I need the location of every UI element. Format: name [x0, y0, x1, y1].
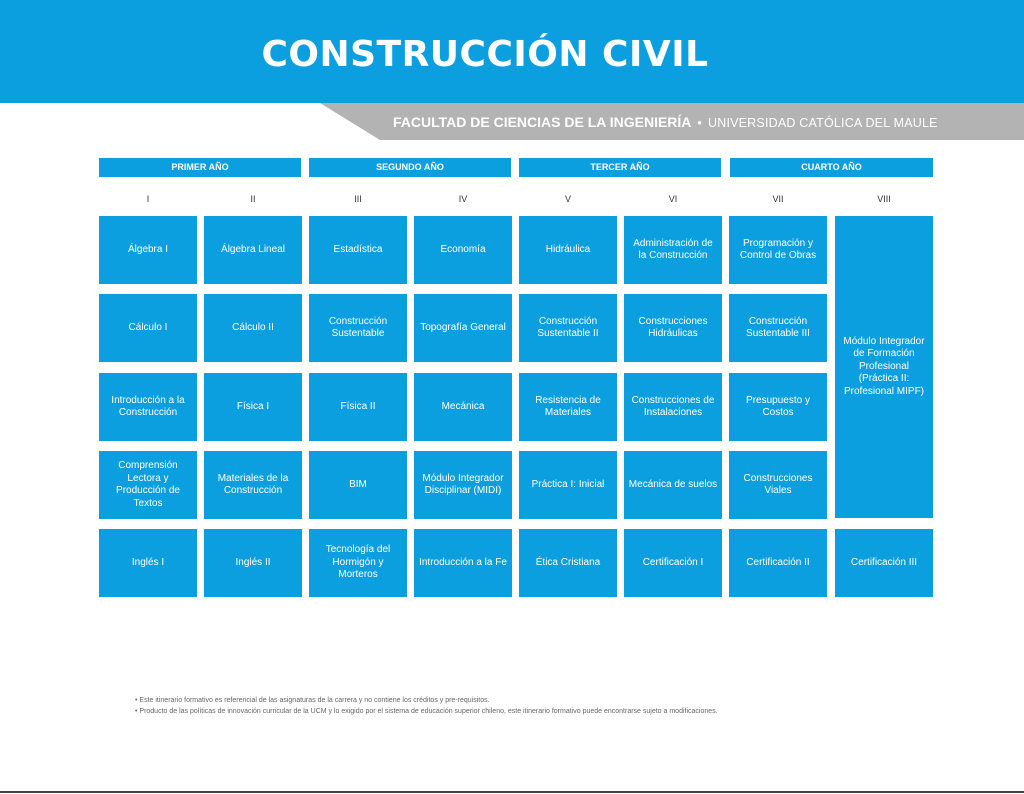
subtitle-band-cutout	[0, 103, 380, 140]
course-cell: Economía	[414, 216, 512, 284]
course-cell: Construcciones de Instalaciones	[624, 373, 722, 441]
footnote-2: • Producto de las políticas de innovación curricular de la UCM y lo exigido por el sistema de educación superior chileno, este itinerario formativo puede encontrarse sujeto a modificaciones.	[135, 708, 718, 715]
course-cell: Resistencia de Materiales	[519, 373, 617, 441]
course-cell: Módulo Integrador Disciplinar (MIDI)	[414, 451, 512, 519]
course-cell: Construcción Sustentable II	[519, 294, 617, 362]
semester-label-8: VIII	[877, 194, 891, 204]
course-cell: Presupuesto y Costos	[729, 373, 827, 441]
course-cell: Ética Cristiana	[519, 529, 617, 597]
footnotes	[135, 695, 718, 717]
course-cell: Topografía General	[414, 294, 512, 362]
course-cell: Inglés I	[99, 529, 197, 597]
course-cell: Mecánica de suelos	[624, 451, 722, 519]
course-cell: Administración de la Construcción	[624, 216, 722, 284]
course-cell: BIM	[309, 451, 407, 519]
course-cell: Práctica I: Inicial	[519, 451, 617, 519]
course-cell: Álgebra Lineal	[204, 216, 302, 284]
course-cell: Introducción a la Construcción	[99, 373, 197, 441]
course-cell: Construcciones Viales	[729, 451, 827, 519]
course-cell: Inglés II	[204, 529, 302, 597]
university-name: UNIVERSIDAD CATÓLICA DEL MAULE	[707, 116, 938, 130]
semester-label-7: VII	[772, 194, 784, 204]
page-title: CONSTRUCCIÓN CIVIL	[261, 34, 709, 75]
separator-dot: •	[697, 115, 702, 130]
course-cell-tall: Módulo Integrador de Formación Profesional (Práctica II: Profesional MIPF)	[835, 216, 933, 518]
faculty-name: FACULTAD DE CIENCIAS DE LA INGENIERÍA	[393, 114, 692, 130]
course-cell: Certificación III	[835, 529, 933, 597]
course-cell: Construcciones Hidráulicas	[624, 294, 722, 362]
semester-label-2: II	[250, 194, 256, 204]
bottom-border	[0, 791, 1024, 793]
faculty-line	[393, 114, 938, 130]
year-header-4: CUARTO AÑO	[730, 158, 933, 177]
course-cell: Estadística	[309, 216, 407, 284]
semester-label-4: IV	[458, 194, 468, 204]
course-cell: Materiales de la Construcción	[204, 451, 302, 519]
semester-label-3: III	[354, 194, 362, 204]
semester-label-1: I	[146, 194, 150, 204]
course-cell: Mecánica	[414, 373, 512, 441]
course-cell: Programación y Control de Obras	[729, 216, 827, 284]
course-cell: Tecnología del Hormigón y Morteros	[309, 529, 407, 597]
semester-label-5: V	[564, 194, 571, 204]
course-cell: Cálculo I	[99, 294, 197, 362]
semester-label-6: VI	[668, 194, 678, 204]
course-cell: Comprensión Lectora y Producción de Textos	[99, 451, 197, 519]
course-cell: Cálculo II	[204, 294, 302, 362]
course-cell: Construcción Sustentable III	[729, 294, 827, 362]
course-cell: Física I	[204, 373, 302, 441]
course-cell: Certificación II	[729, 529, 827, 597]
course-cell: Construcción Sustentable	[309, 294, 407, 362]
course-cell: Hidráulica	[519, 216, 617, 284]
course-cell: Certificación I	[624, 529, 722, 597]
year-header-2: SEGUNDO AÑO	[309, 158, 511, 177]
course-cell: Introducción a la Fe	[414, 529, 512, 597]
year-header-3: TERCER AÑO	[519, 158, 721, 177]
course-cell: Álgebra I	[99, 216, 197, 284]
footnote-1: • Este itinerario formativo es referencial de las asignaturas de la carrera y no contiene los créditos y pre-requisitos.	[135, 697, 490, 704]
course-cell: Física II	[309, 373, 407, 441]
year-header-1: PRIMER AÑO	[99, 158, 301, 177]
